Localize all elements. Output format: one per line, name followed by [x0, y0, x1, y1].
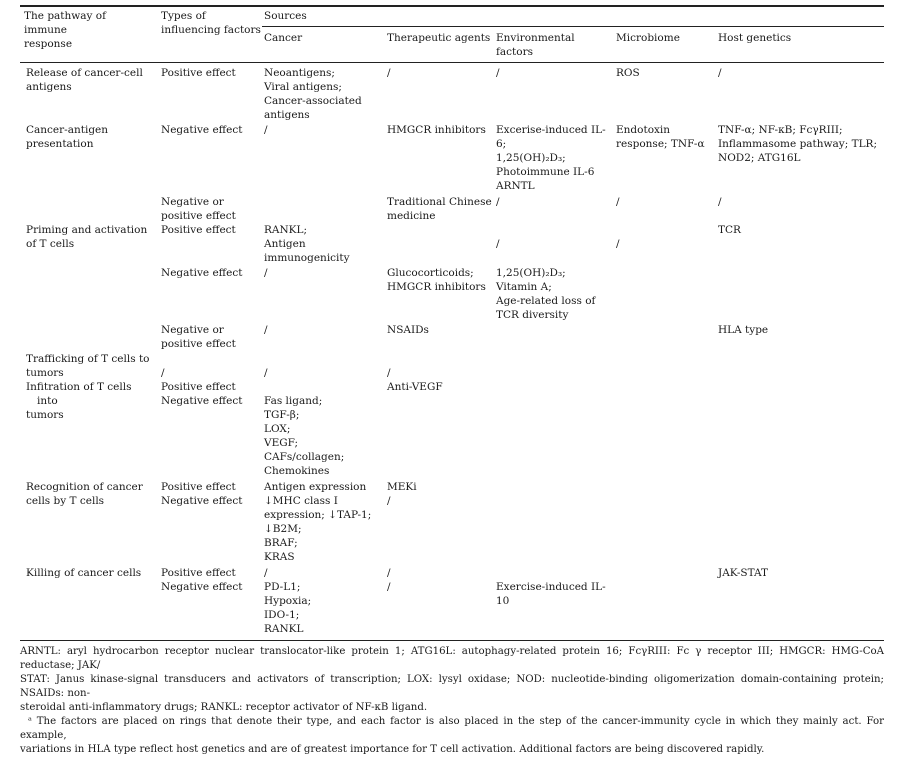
cell-line: Anti-VEGF [387, 381, 443, 393]
environmental-factor-cell [496, 66, 612, 80]
cell-line: NSAIDs [387, 324, 429, 336]
cell-line: IDO-1; [264, 609, 300, 621]
cell-line: Positive effect [161, 481, 236, 493]
cell-line: Positive effect [161, 381, 236, 393]
pathway-cell [26, 123, 154, 151]
cell-line: positive effect [161, 338, 236, 350]
cell-line [264, 352, 382, 366]
cell-line: HMGCR inhibitors [387, 281, 486, 293]
header-types: Types of influencing factors [161, 10, 261, 36]
table-top-rule [20, 5, 884, 7]
cancer-source-cell [264, 566, 382, 636]
cell-line: Antigen expression [264, 481, 367, 493]
cancer-source-cell [264, 266, 382, 280]
cell-line [616, 223, 714, 237]
microbiome-cell [616, 223, 714, 251]
cell-line: response; TNF-α [616, 138, 705, 150]
cell-line: ROS [616, 67, 640, 79]
pathway-cell [26, 480, 154, 508]
cell-line: Positive effect [161, 567, 236, 579]
cell-line: VEGF; [264, 437, 299, 449]
cell-line: / [616, 196, 620, 208]
therapeutic-agent-cell [387, 195, 493, 223]
cell-line: immunogenicity [264, 252, 350, 264]
cell-line: MEKi [387, 481, 417, 493]
cell-line: Exercise-induced IL- [496, 581, 606, 593]
cell-line: Photoimmune IL-6 [496, 166, 595, 178]
cancer-source-cell [264, 380, 382, 478]
cell-line: ↓B2M; [264, 523, 302, 535]
cell-line: Priming and activation [26, 224, 148, 236]
effect-type-cell [161, 480, 261, 508]
cell-line: Viral antigens; [264, 81, 342, 93]
header-pathway: The pathway of immune response [24, 10, 107, 50]
cell-line: / [616, 238, 620, 250]
effect-type-cell [161, 123, 261, 137]
cell-line: / [387, 367, 391, 379]
cell-line: CAFs/collagen; [264, 451, 345, 463]
cell-line: ↓MHC class I [264, 495, 338, 507]
cell-line: Negative or [161, 196, 224, 208]
pathway-cell [26, 66, 154, 94]
cell-line: tumors [26, 367, 64, 379]
cell-line [264, 380, 382, 394]
cell-line: 6; [496, 138, 507, 150]
cell-line: Cancer-antigen [26, 124, 109, 136]
cancer-source-cell [264, 123, 382, 137]
cancer-source-cell [264, 323, 382, 337]
cell-line: Vitamin A; [496, 281, 552, 293]
cancer-source-cell [264, 223, 382, 265]
cell-line: Recognition of cancer [26, 481, 143, 493]
cell-line: Negative effect [161, 395, 243, 407]
table-bottom-rule [20, 640, 884, 641]
microbiome-cell [616, 195, 714, 209]
therapeutic-agent-cell [387, 480, 493, 508]
cancer-source-cell [264, 66, 382, 122]
cell-line: cells by T cells [26, 495, 105, 507]
host-genetics-cell [718, 566, 886, 580]
environmental-factor-cell [496, 195, 612, 209]
cell-line: TNF-α; NF-κB; FcγRIII; [718, 124, 843, 136]
cell-line: Chemokines [264, 465, 330, 477]
cell-line: / [496, 196, 500, 208]
cell-line: Inflammasome pathway; TLR; [718, 138, 878, 150]
cell-line: Trafficking of T cells to [26, 353, 150, 365]
effect-type-cell [161, 352, 261, 380]
cell-line: Antigen [264, 238, 306, 250]
cell-line: TGF-β; [264, 409, 300, 421]
cell-line: ARNTL [496, 180, 535, 192]
environmental-factor-cell [496, 123, 612, 193]
cell-line: / [387, 567, 391, 579]
cell-line: antigens [264, 109, 310, 121]
header-microbiome: Microbiome [616, 32, 680, 44]
therapeutic-agent-cell [387, 123, 493, 137]
cell-line: HMGCR inhibitors [387, 124, 486, 136]
cell-line: BRAF; [264, 537, 298, 549]
cell-line: Fas ligand; [264, 395, 323, 407]
cell-line: KRAS [264, 551, 295, 563]
cell-line: Cancer-associated [264, 95, 362, 107]
cell-line: TCR [718, 224, 741, 236]
cell-line: Traditional Chinese [387, 196, 492, 208]
pathway-cell [26, 352, 154, 380]
cell-line: RANKL; [264, 224, 308, 236]
cell-line: / [264, 367, 268, 379]
cell-line: Negative effect [161, 124, 243, 136]
cell-line [496, 223, 612, 237]
therapeutic-agent-cell [387, 323, 493, 337]
cell-line: / [387, 581, 391, 593]
header-therapeutic: Therapeutic agents [387, 32, 491, 44]
therapeutic-agent-cell [387, 380, 493, 394]
cell-line: HLA type [718, 324, 769, 336]
cell-line: 10 [496, 595, 510, 607]
cell-line: LOX; [264, 423, 291, 435]
cell-line: / [387, 67, 391, 79]
cell-line: / [718, 196, 722, 208]
pathway-cell [26, 566, 154, 580]
host-genetics-cell [718, 195, 886, 209]
therapeutic-agent-cell [387, 66, 493, 80]
therapeutic-agent-cell [387, 352, 493, 380]
cell-line: Positive effect [161, 67, 236, 79]
cell-line [387, 352, 493, 366]
cell-line: antigens [26, 81, 72, 93]
cell-line: / [496, 238, 500, 250]
header-host-genetics: Host genetics [718, 32, 792, 44]
cell-line: NOD2; ATG16L [718, 152, 801, 164]
effect-type-cell [161, 566, 261, 594]
abbreviation-note: ARNTL: aryl hydrocarbon receptor nuclear translocator-like protein 1; ATG16L: autophagy-related protein 16; FcγRIII: Fc γ receptor III; HMGCR: HMG-CoA reductase; JAK/ STAT: Janus kinase-signal transducers and activators of transcription; LOX: lysyl oxidase; NOD: nucleotide-binding oligomerization domain-containing protein; NSAIDs: non- steroidal anti-inflammatory drugs; RANKL: receptor activator of NF-κB ligand. [20, 646, 884, 713]
cell-line: Negative effect [161, 267, 243, 279]
cell-line: Neoantigens; [264, 67, 335, 79]
cancer-source-cell [264, 352, 382, 380]
cell-line: / [264, 267, 268, 279]
cell-line: 1,25(OH)₂D₃; [496, 152, 566, 164]
cell-line: / [387, 495, 391, 507]
cell-line: Endotoxin [616, 124, 671, 136]
cell-line: of T cells [26, 238, 75, 250]
cell-line: tumors [26, 409, 64, 421]
cell-line: Positive effect [161, 224, 236, 236]
cell-line: Glucocorticoids; [387, 267, 474, 279]
cell-line: Age-related loss of [496, 295, 596, 307]
effect-type-cell [161, 380, 261, 408]
cell-line: presentation [26, 138, 94, 150]
microbiome-cell [616, 66, 714, 80]
cell-line [161, 352, 261, 366]
effect-type-cell [161, 223, 261, 237]
cell-line: 1,25(OH)₂D₃; [496, 267, 566, 279]
pathway-cell [26, 223, 154, 251]
sources-rule [262, 26, 884, 27]
cell-line: / [264, 567, 268, 579]
cell-line: PD-L1; [264, 581, 301, 593]
therapeutic-agent-cell [387, 266, 493, 294]
cell-line: positive effect [161, 210, 236, 222]
cell-line: Excerise-induced IL- [496, 124, 606, 136]
cell-line [496, 566, 612, 580]
cell-line: RANKL [264, 623, 304, 635]
cell-line: Killing of cancer cells [26, 567, 142, 579]
cell-line: TCR diversity [496, 309, 569, 321]
effect-type-cell [161, 323, 261, 351]
cancer-source-cell [264, 480, 382, 564]
header-cancer: Cancer [264, 32, 303, 44]
header-sources: Sources [264, 10, 307, 22]
cell-line: JAK-STAT [718, 567, 769, 579]
host-genetics-cell [718, 323, 886, 337]
effect-type-cell [161, 195, 261, 223]
cell-line: medicine [387, 210, 436, 222]
pathway-cell [26, 380, 154, 422]
footnote-a: ᵃ The factors are placed on rings that denote their type, and each factor is also placed in the step of the cancer-immunity cycle in which they mainly act. For example, variations in HLA type reflect host genetics and are of greatest importance for T cell activation. Additional factors are being discovered rapidly. [20, 716, 884, 755]
cell-line: / [496, 67, 500, 79]
cell-line: / [718, 67, 722, 79]
header-bottom-rule [20, 62, 884, 63]
cell-line: Infitration of T cells into [26, 381, 132, 407]
header-environmental: Environmental factors [496, 32, 575, 58]
cell-line: expression; ↓TAP-1; [264, 509, 372, 521]
host-genetics-cell [718, 66, 886, 80]
environmental-factor-cell [496, 566, 612, 608]
table-footnotes [20, 645, 884, 757]
cell-line: / [264, 124, 268, 136]
microbiome-cell [616, 123, 714, 151]
cell-line: Negative effect [161, 581, 243, 593]
host-genetics-cell [718, 223, 886, 237]
effect-type-cell [161, 266, 261, 280]
therapeutic-agent-cell [387, 566, 493, 594]
cell-line: / [161, 367, 165, 379]
environmental-factor-cell [496, 223, 612, 251]
cell-line: Negative effect [161, 495, 243, 507]
cell-line: Release of cancer-cell [26, 67, 143, 79]
environmental-factor-cell [496, 266, 612, 322]
effect-type-cell [161, 66, 261, 80]
cell-line: / [264, 324, 268, 336]
host-genetics-cell [718, 123, 886, 165]
cell-line: Hypoxia; [264, 595, 312, 607]
cell-line: Negative or [161, 324, 224, 336]
